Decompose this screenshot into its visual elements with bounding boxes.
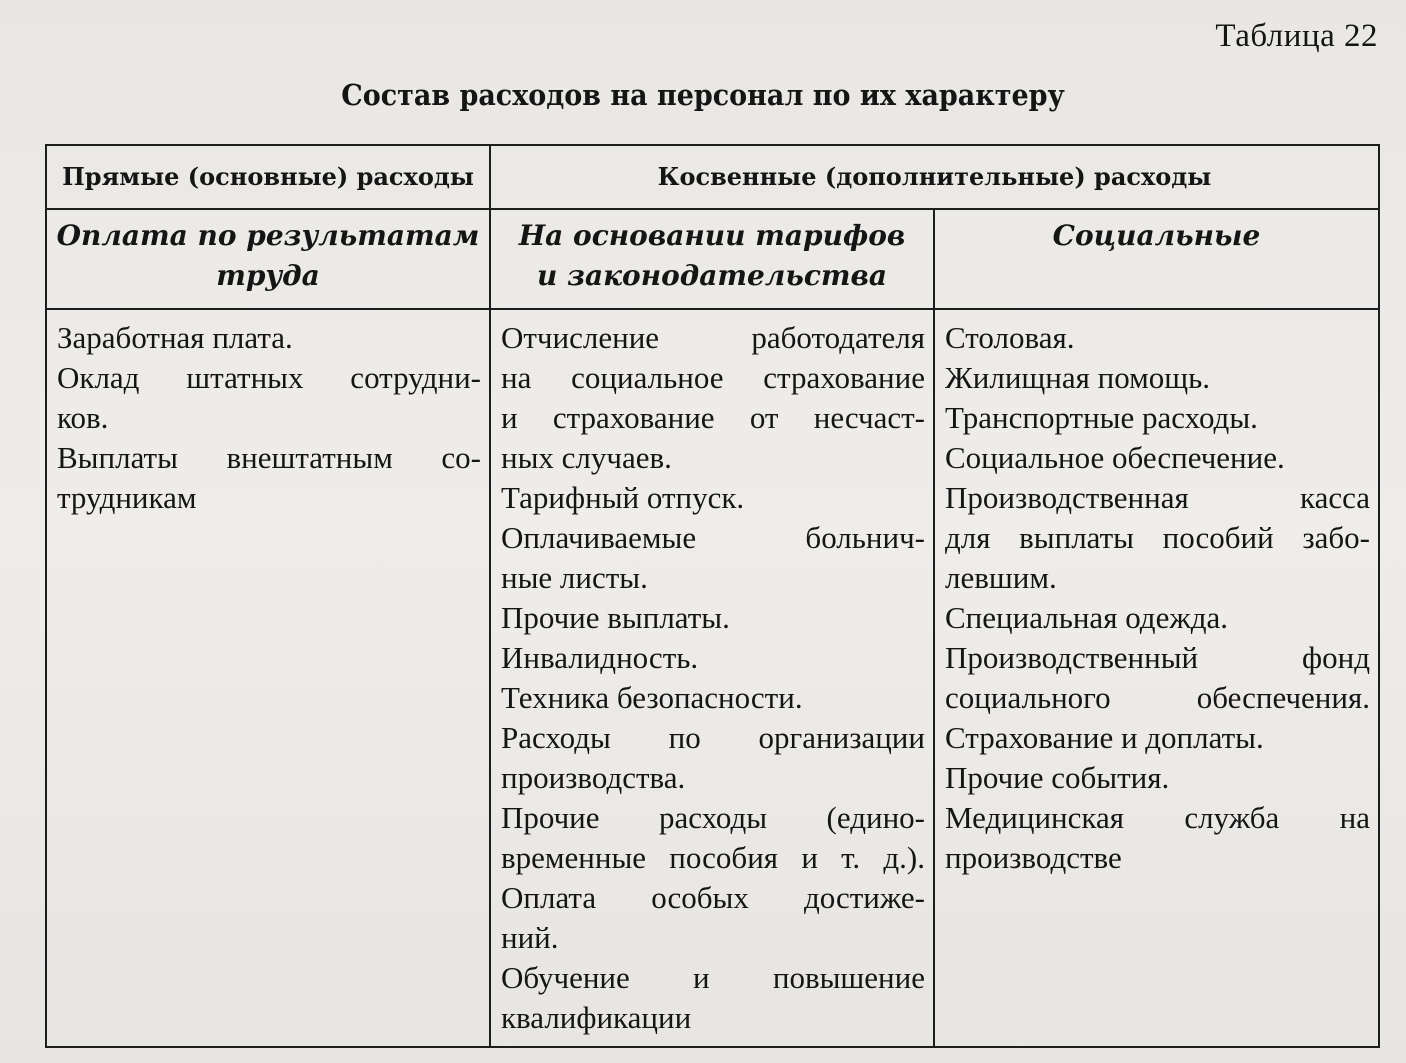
social-line: Транспортные расходы. bbox=[945, 400, 1258, 435]
social-line: Социальное обеспечение. bbox=[945, 440, 1285, 475]
subheader-row bbox=[46, 209, 1379, 309]
tariff-line: ные листы. bbox=[501, 560, 648, 595]
tariff-line: Отчисление работодателя bbox=[501, 320, 925, 355]
tariff-line: квалификации bbox=[501, 1000, 692, 1035]
social-line: Производственная касса bbox=[945, 480, 1370, 515]
direct-line: Заработная плата. bbox=[57, 320, 293, 355]
tariff-line: Прочие расходы (едино- bbox=[501, 800, 925, 835]
direct-line: Оклад штатных сотрудни- bbox=[57, 360, 481, 395]
social-line: Жилищная помощь. bbox=[945, 360, 1211, 395]
table-number: Таблица 22 bbox=[1215, 18, 1378, 54]
social-line: для выплаты пособий забо- bbox=[945, 520, 1370, 555]
tariff-line: Обучение и повышение bbox=[501, 960, 925, 995]
tariff-line: Прочие выплаты. bbox=[501, 600, 730, 635]
header-indirect: Косвенные (дополнительные) расходы bbox=[490, 145, 1379, 209]
subheader-social: Социальные bbox=[934, 209, 1379, 309]
tariff-line: ных случаев. bbox=[501, 440, 672, 475]
social-line: Столовая. bbox=[945, 320, 1075, 355]
subheader-results bbox=[46, 209, 490, 309]
direct-items bbox=[46, 309, 490, 1047]
social-line: левшим. bbox=[945, 560, 1057, 595]
tariff-line: ний. bbox=[501, 920, 559, 955]
social-line: социального обеспечения. bbox=[945, 680, 1370, 715]
social-line: производстве bbox=[945, 840, 1122, 875]
subheader-tariffs-line2: и законодательства bbox=[536, 259, 888, 292]
subheader-tariffs-line1: На основании тарифов bbox=[518, 219, 906, 252]
direct-line: трудникам bbox=[57, 480, 197, 515]
tariff-line: на социальное страхование bbox=[501, 360, 925, 395]
tariff-line: Оплата особых достиже- bbox=[501, 880, 925, 915]
social-line: Медицинская служба на bbox=[945, 800, 1370, 835]
subheader-results-line2: труда bbox=[216, 259, 320, 292]
social-line: Страхование и доплаты. bbox=[945, 720, 1264, 755]
tariff-line: Техника безопасности. bbox=[501, 680, 803, 715]
social-items bbox=[934, 309, 1379, 1047]
tariff-items bbox=[490, 309, 934, 1047]
subheader-tariffs bbox=[490, 209, 934, 309]
expense-table bbox=[45, 144, 1380, 1048]
direct-line: Выплаты внештатным со- bbox=[57, 440, 481, 475]
tariff-line: производства. bbox=[501, 760, 686, 795]
tariff-line: Тарифный отпуск. bbox=[501, 480, 745, 515]
table-title: Состав расходов на персонал по их характеру bbox=[341, 78, 1065, 112]
header-direct: Прямые (основные) расходы bbox=[46, 145, 490, 209]
tariff-line: временные пособия и т. д.). bbox=[501, 840, 925, 875]
tariff-line: Оплачиваемые больнич- bbox=[501, 520, 925, 555]
social-line: Специальная одежда. bbox=[945, 600, 1229, 635]
social-line: Производственный фонд bbox=[945, 640, 1370, 675]
tariff-line: Расходы по организации bbox=[501, 720, 925, 755]
subheader-results-line1: Оплата по результатам bbox=[56, 219, 480, 252]
social-line: Прочие события. bbox=[945, 760, 1170, 795]
body-row bbox=[46, 309, 1379, 1047]
tariff-line: и страхование от несчаст- bbox=[501, 400, 925, 435]
tariff-line: Инвалидность. bbox=[501, 640, 699, 675]
header-row bbox=[46, 145, 1379, 209]
direct-line: ков. bbox=[57, 400, 109, 435]
